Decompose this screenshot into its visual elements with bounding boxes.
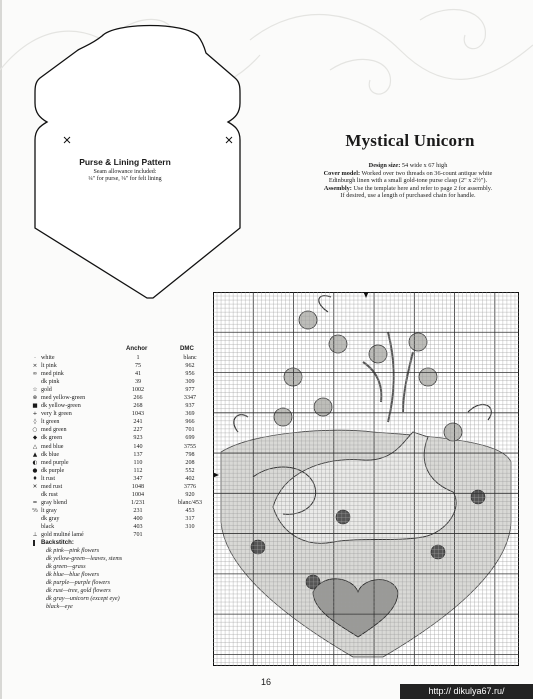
blossom-motif (431, 545, 445, 559)
key-symbol: ⊗ (32, 395, 38, 402)
key-row (30, 467, 215, 475)
backstitch-entry (46, 571, 99, 579)
backstitch-label: Backstitch: (41, 539, 74, 547)
color-key (30, 345, 215, 612)
key-header-dmc: DMC (180, 345, 194, 352)
key-row (30, 410, 215, 418)
key-color-name: med blue (41, 443, 64, 450)
key-anchor-number: 400 (133, 515, 143, 522)
backstitch-row (30, 563, 215, 571)
backstitch-entry (46, 555, 122, 563)
key-dmc-number: 552 (185, 467, 195, 474)
key-anchor-number: 75 (134, 363, 142, 370)
key-color-name: lt gray (41, 507, 57, 514)
key-color-name: dk pink (41, 379, 60, 386)
key-anchor-number: 1002 (131, 387, 145, 394)
backstitch-use: —tree, gold flowers (62, 588, 111, 595)
assembly-value-cont: If desired, use a length of purchased chain for handle. (340, 192, 476, 200)
design-size-value: 54 wide x 67 high (401, 162, 448, 169)
backstitch-heading-row (30, 539, 215, 547)
key-color-name: med green (41, 427, 67, 434)
key-anchor-number: 347 (133, 475, 143, 482)
backstitch-entry (46, 563, 86, 571)
backstitch-entry (46, 547, 99, 555)
key-color-name: dk gray (41, 515, 60, 522)
backstitch-use: —grass (66, 564, 86, 571)
key-symbol: ◊ (33, 419, 37, 426)
key-dmc-number: 977 (185, 387, 195, 394)
key-dmc-number: 920 (185, 491, 195, 498)
key-row (30, 426, 215, 434)
key-dmc-number: 699 (185, 435, 195, 442)
key-row (30, 378, 215, 386)
assembly-value: Use the template here and refer to page 2 for assembly. (353, 184, 493, 192)
backstitch-use: —unicorn (except eye) (64, 596, 120, 603)
key-color-name: med purple (41, 459, 69, 466)
backstitch-entry (46, 579, 110, 587)
key-symbol: ∞ (32, 371, 38, 378)
key-symbol: ⊥ (32, 532, 38, 539)
backstitch-row (30, 571, 215, 579)
backstitch-use: —leaves, stems (84, 556, 123, 563)
key-row (30, 443, 215, 451)
key-anchor-number: 140 (133, 443, 143, 450)
key-symbol: ♦ (32, 475, 38, 482)
cover-model-value-cont: Edinburgh linen with a small gold-tone purse clasp (2" x 2½"). (328, 177, 488, 185)
key-color-name: dk rust (41, 491, 58, 498)
backstitch-row (30, 579, 215, 587)
key-row (30, 354, 215, 362)
key-row (30, 483, 215, 491)
key-anchor-number: 112 (133, 467, 143, 474)
key-row (30, 402, 215, 410)
key-color-name: dk yellow-green (41, 403, 81, 410)
key-dmc-number: 701 (185, 427, 195, 434)
backstitch-entry (46, 587, 111, 595)
key-symbol: ◐ (32, 459, 38, 466)
backstitch-row (30, 547, 215, 555)
key-anchor-number: 1043 (131, 411, 145, 418)
flower-motif (274, 408, 292, 426)
key-row (30, 418, 215, 426)
key-dmc-number: 966 (185, 419, 195, 426)
key-anchor-number: 241 (133, 419, 143, 426)
key-dmc-number: 310 (185, 523, 195, 530)
cover-model-label: Cover model: (323, 169, 361, 177)
key-symbol: ☆ (32, 387, 38, 394)
key-row (30, 386, 215, 394)
key-color-name: gray blend (41, 499, 67, 506)
key-anchor-number: 1048 (131, 483, 145, 490)
backstitch-color: dk gray (46, 596, 65, 603)
key-symbol: △ (32, 443, 38, 450)
key-dmc-number: 369 (185, 411, 195, 418)
key-symbol: ■ (32, 403, 38, 410)
key-row (30, 394, 215, 402)
backstitch-entry (46, 603, 73, 611)
cross-stitch-chart (213, 292, 519, 666)
key-color-name: very lt green (41, 411, 72, 418)
key-row (30, 491, 215, 499)
key-color-name: dk blue (41, 451, 60, 458)
design-size-label: Design size: (368, 162, 401, 169)
key-dmc-number: 208 (185, 459, 195, 466)
backstitch-use: —eye (59, 604, 73, 611)
key-dmc-number: blanc/453 (177, 499, 203, 506)
backstitch-color: black (46, 604, 60, 611)
template-title: Purse & Lining Pattern (79, 157, 171, 167)
key-symbol: ● (32, 467, 38, 474)
key-dmc-number: 402 (185, 475, 195, 482)
key-dmc-number: 309 (185, 379, 195, 386)
key-symbol: ○ (32, 427, 38, 434)
key-dmc-number: 3755 (183, 443, 197, 450)
key-row (30, 515, 215, 523)
key-color-name: dk purple (41, 467, 65, 474)
key-anchor-number: 137 (133, 451, 143, 458)
key-dmc-number: 3347 (183, 395, 197, 402)
backstitch-line-icon (33, 540, 35, 546)
backstitch-row (30, 587, 215, 595)
key-symbol: ⁰⁄₀ (32, 507, 38, 514)
backstitch-use: —blue flowers (63, 572, 100, 579)
blossom-motif (336, 510, 350, 524)
template-seam-note: Seam allowance included: (93, 169, 157, 175)
key-dmc-number: 798 (185, 451, 195, 458)
key-anchor-number: 266 (133, 395, 143, 402)
key-anchor-number: 41 (134, 371, 142, 378)
key-anchor-number: 923 (133, 435, 143, 442)
key-row (30, 475, 215, 483)
key-anchor-number: 39 (134, 379, 142, 386)
key-color-name: med rust (41, 483, 63, 490)
key-dmc-number: blanc (183, 355, 197, 361)
key-symbol: = (32, 499, 38, 506)
key-dmc-number: 317 (185, 515, 195, 522)
key-dmc-number: 453 (185, 507, 195, 514)
key-header (30, 345, 215, 354)
key-color-name: white (41, 355, 55, 361)
key-color-name: gold muliné lamé (41, 532, 84, 539)
key-anchor-number: 268 (133, 403, 143, 410)
backstitch-color: dk green (46, 564, 67, 571)
backstitch-entry (46, 595, 120, 603)
key-anchor-number: 1/231 (131, 499, 145, 506)
key-dmc-number: 962 (185, 363, 195, 370)
key-row (30, 434, 215, 442)
key-color-name: med yellow-green (41, 395, 86, 402)
key-anchor-number: 1004 (131, 491, 145, 498)
key-anchor-number: 231 (133, 507, 143, 514)
key-anchor-number: 403 (133, 523, 143, 530)
key-anchor-number: 701 (133, 532, 143, 539)
backstitch-row (30, 603, 215, 611)
key-anchor-number: 110 (133, 459, 143, 466)
key-row (30, 362, 215, 370)
watermark: http:// dikulya67.ru/ (400, 684, 533, 699)
cover-model-value: Worked over two threads on 36-count antique white (361, 169, 493, 177)
design-description (292, 162, 524, 200)
key-symbol: ✕ (32, 483, 38, 490)
key-row (30, 531, 215, 539)
flower-motif (329, 335, 347, 353)
backstitch-color: dk rust (46, 588, 63, 595)
key-dmc-number: 937 (185, 403, 195, 410)
page-title: Mystical Unicorn (345, 131, 475, 150)
key-color-name: black (41, 523, 55, 530)
backstitch-color: dk purple (46, 580, 70, 587)
backstitch-color: dk yellow-green (46, 556, 85, 563)
key-color-name: dk green (41, 435, 63, 442)
key-row (30, 370, 215, 378)
backstitch-row (30, 555, 215, 563)
backstitch-use: —purple flowers (69, 580, 110, 587)
key-symbol: × (32, 363, 38, 370)
key-anchor-number: 1 (136, 355, 140, 361)
key-row (30, 459, 215, 467)
key-color-name: lt green (41, 419, 60, 426)
key-row (30, 451, 215, 459)
key-color-name: lt pink (41, 363, 57, 370)
key-symbol: ▲ (32, 451, 38, 458)
key-anchor-number: 227 (133, 427, 143, 434)
key-color-name: gold (41, 387, 52, 394)
key-symbol: + (32, 411, 38, 418)
key-dmc-number: 3776 (183, 483, 197, 490)
key-header-anchor: Anchor (126, 345, 148, 352)
key-row (30, 507, 215, 515)
key-symbol: ◆ (32, 435, 38, 442)
key-color-name: med pink (41, 371, 64, 378)
template-seam-sizes: ¼" for purse, ⅛" for felt lining (88, 176, 162, 182)
backstitch-row (30, 595, 215, 603)
assembly-label: Assembly: (323, 184, 352, 192)
key-symbol: · (34, 355, 36, 361)
page-number: 16 (260, 677, 271, 687)
key-row (30, 499, 215, 507)
key-color-name: lt rust (41, 475, 56, 482)
flower-motif (284, 368, 302, 386)
backstitch-color: dk pink (46, 548, 64, 555)
key-row (30, 523, 215, 531)
key-dmc-number: 956 (185, 371, 195, 378)
backstitch-color: dk blue (46, 572, 64, 579)
backstitch-use: —pink flowers (63, 548, 100, 555)
